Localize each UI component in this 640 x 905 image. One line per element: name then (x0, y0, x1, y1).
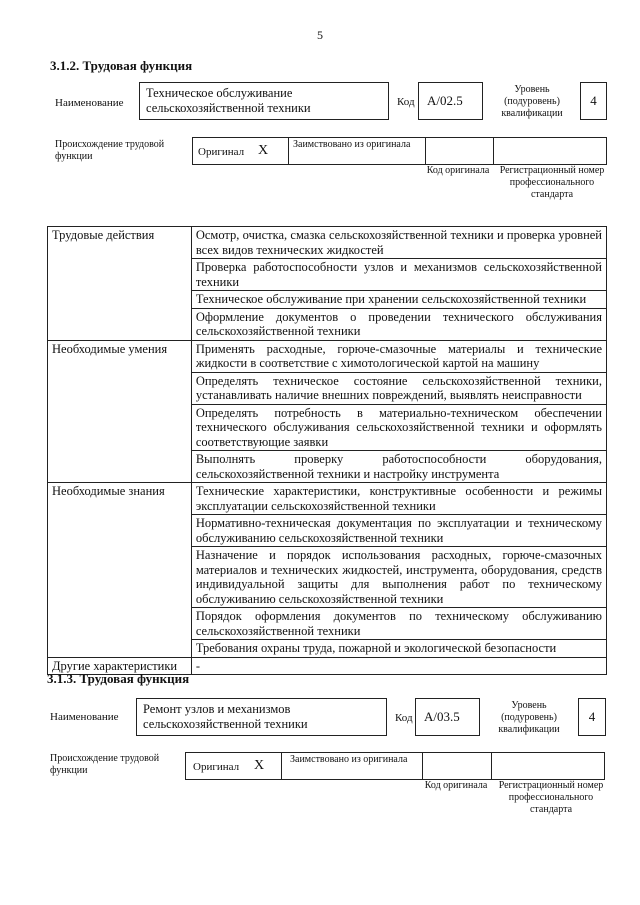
table-row (48, 340, 607, 372)
section-heading: 3.1.3. Трудовая функция (47, 671, 190, 686)
knowledge-item: Нормативно-техническая документация по эксплуатации и техническому обслуживанию сельскохозяйственной техники (191, 515, 606, 547)
skill-item: Выполнять проверку работоспособности оборудования, сельскохозяйственной техники и настройку инструмента (191, 451, 606, 483)
skill-item: Определять техническое состояние сельскохозяйственной техники, устанавливать наличие внешних повреждений, выявлять неисправности (191, 372, 606, 404)
code-value (415, 698, 480, 736)
level-value (580, 82, 607, 120)
row-label: Другие характеристики (48, 657, 192, 675)
knowledge-item: Порядок оформления документов по техническому обслуживанию сельскохозяйственной техники (191, 608, 606, 640)
name-value: Техническое обслуживание сельскохозяйственной техники (139, 82, 389, 120)
row-label: Необходимые знания (48, 483, 192, 658)
divider (493, 138, 494, 164)
row-label: Трудовые действия (48, 227, 192, 341)
row-label: Необходимые умения (48, 340, 192, 483)
skill-item: Применять расходные, горюче-смазочные материалы и технические жидкости в соответствие с химотологической картой на машину (191, 340, 606, 372)
code-label: Код (397, 96, 415, 108)
code-value-text: A/03.5 (424, 709, 460, 724)
borrowed-label: Заимствовано из оригинала (293, 139, 411, 150)
divider (422, 753, 423, 779)
code-value (418, 82, 483, 120)
name-label: Наименование (55, 97, 124, 109)
divider (425, 138, 426, 164)
original-cell (193, 138, 289, 164)
level-label: Уровень (подуровень) квалификации (501, 84, 563, 119)
code-value-text: A/02.5 (427, 93, 463, 108)
name-value: Ремонт узлов и механизмов сельскохозяйственной техники (136, 698, 387, 736)
origin-label: Происхождение трудовой функции (55, 139, 165, 162)
level-value-text: 4 (590, 93, 597, 108)
original-label: Оригинал (198, 146, 245, 158)
origin-label: Происхождение трудовой функции (50, 753, 160, 776)
action-item: Оформление документов о проведении технического обслуживания сельскохозяйственной техники (191, 308, 606, 340)
original-label: Оригинал (193, 761, 240, 773)
code-original-label: Код оригинала (424, 780, 488, 791)
original-mark: X (258, 143, 269, 158)
knowledge-item: Назначение и порядок использования расходных, горюче-смазочных материалов и технических жидкостей, инструмента, оборудования, средств индивидуальной защиты для выполнения работ по техническому обслуживанию сельскохозяйственной техники (191, 547, 606, 608)
knowledge-item: Технические характеристики, конструктивные особенности и режимы эксплуатации сельскохозяйственной техники (191, 483, 606, 515)
action-item: Проверка работоспособности узлов и механизмов сельскохозяйственной техники (191, 259, 606, 291)
original-mark: X (254, 758, 265, 773)
level-value-text: 4 (588, 709, 596, 724)
page-number: 5 (317, 28, 323, 42)
borrowed-label: Заимствовано из оригинала (290, 754, 408, 765)
code-original-label: Код оригинала (426, 165, 490, 176)
labor-function-table (47, 226, 607, 675)
level-label: Уровень (подуровень) квалификации (498, 700, 560, 735)
table-row (48, 483, 607, 515)
action-item: Техническое обслуживание при хранении сельскохозяйственной техники (191, 291, 606, 309)
reg-number-label: Регистрационный номер профессионального стандарта (498, 780, 604, 815)
origin-row (185, 752, 605, 780)
skill-item: Определять потребность в материально-техническом обеспечении технического обслуживания сельскохозяйственной техники и оформлять соответствующие заявки (191, 404, 606, 451)
section-heading: 3.1.2. Трудовая функция (50, 58, 193, 73)
knowledge-item: Требования охраны труда, пожарной и экологической безопасности (191, 640, 606, 658)
level-value (578, 698, 606, 736)
table-row (48, 227, 607, 259)
divider (491, 753, 492, 779)
code-label: Код (395, 712, 413, 724)
other-value: - (191, 657, 606, 675)
original-cell (186, 753, 282, 779)
name-label: Наименование (50, 711, 119, 723)
origin-row (192, 137, 607, 165)
reg-number-label: Регистрационный номер профессионального стандарта (499, 165, 605, 200)
action-item: Осмотр, очистка, смазка сельскохозяйственной техники и проверка уровней всех видов технических жидкостей (191, 227, 606, 259)
